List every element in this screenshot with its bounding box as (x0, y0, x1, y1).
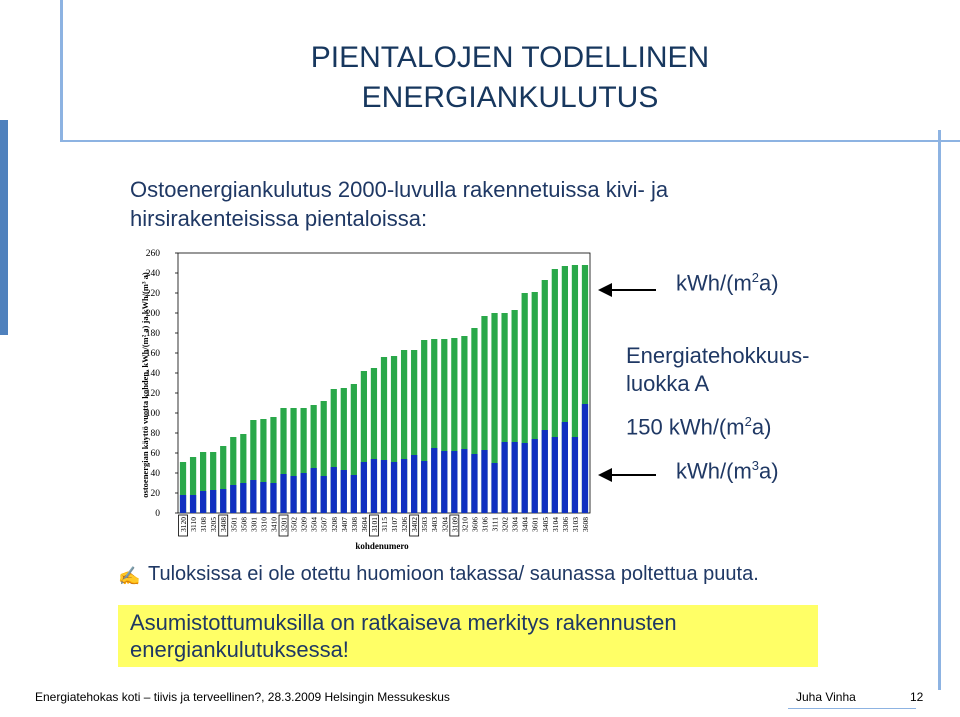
x-tick-label: 3410 (269, 517, 279, 532)
x-tick-label: 3201 (279, 517, 289, 532)
x-axis-label: kohdenumero (355, 541, 409, 551)
bar-blue (321, 476, 327, 513)
y-tick-label: 160 (145, 349, 160, 359)
x-tick-label: 3120 (179, 517, 189, 532)
bar-blue (220, 489, 226, 513)
note-text: Tuloksissa ei ole otettu huomioon takassa/ saunassa poltettua puuta. (148, 563, 759, 585)
pen-bullet-icon: ✍ (118, 566, 141, 586)
bar-blue (582, 404, 588, 513)
bar-blue (481, 450, 487, 513)
highlight-text: Asumistottumuksilla on ratkaiseva merkitys rakennusten energiankulutuksessa! (130, 610, 677, 662)
bar-blue (562, 422, 568, 513)
bar-blue (300, 473, 306, 513)
y-tick-label: 120 (145, 389, 160, 399)
x-tick-label: 3608 (580, 517, 590, 532)
footer-author: Juha Vinha (796, 690, 856, 704)
energy-bar-chart (120, 245, 600, 555)
bar-blue (180, 495, 186, 513)
bar-blue (391, 462, 397, 513)
unit-top: kWh/$(m^2a)$ (676, 270, 779, 296)
arrow-bottom (598, 465, 658, 490)
bar-blue (512, 442, 518, 513)
x-tick-label: 3310 (259, 517, 269, 532)
y-tick-label: 220 (145, 289, 160, 299)
x-tick-label: 3111 (490, 517, 500, 532)
bar-blue (431, 448, 437, 513)
bar-blue (260, 482, 266, 513)
bar-blue (451, 451, 457, 513)
x-tick-label: 3606 (470, 517, 480, 532)
bar-blue (200, 491, 206, 513)
footer-page: 12 (910, 690, 924, 704)
bar-blue (210, 490, 216, 513)
left-accent-bar (0, 120, 8, 335)
bar-blue (542, 430, 548, 513)
x-tick-label: 3301 (249, 517, 259, 532)
x-tick-label: 3107 (390, 517, 400, 532)
bar-blue (311, 468, 317, 513)
x-tick-label: 3404 (520, 517, 530, 532)
x-tick-label: 3106 (480, 517, 490, 532)
x-tick-label: 3115 (380, 517, 389, 532)
x-tick-label: 3108 (199, 517, 209, 532)
y-tick-label: 260 (145, 249, 160, 259)
x-tick-label: 3110 (189, 517, 199, 532)
x-tick-label: 3407 (339, 517, 349, 532)
y-tick-label: 80 (150, 429, 160, 439)
bar-blue (190, 495, 196, 513)
bar-blue (240, 483, 246, 513)
y-axis-label: ostoenergian käyttö vuotta kohden, kWh/(m² a) ja kWh/(m³ a) (140, 272, 150, 498)
x-tick-label: 3205 (209, 517, 219, 532)
x-tick-label: 3402 (410, 517, 420, 532)
x-tick-label: 3306 (560, 517, 570, 532)
bar-blue (471, 454, 477, 513)
bar-blue (270, 483, 276, 513)
y-tick-label: 180 (145, 329, 160, 339)
bar-blue (411, 455, 417, 513)
right-accent-line (938, 130, 941, 690)
bar-blue (290, 476, 296, 513)
x-tick-label: 3403 (430, 517, 440, 532)
x-tick-label: 3502 (289, 517, 299, 532)
footer-event: Energiatehokas koti – tiivis ja terveellinen?, 28.3.2009 Helsingin Messukeskus (35, 690, 450, 704)
y-tick-label: 140 (145, 369, 160, 379)
x-tick-label: 3508 (239, 517, 249, 532)
bar-blue (501, 442, 507, 513)
y-tick-label: 240 (145, 269, 160, 279)
footer-divider (788, 708, 916, 709)
bar-blue (280, 474, 286, 513)
bar-blue (522, 443, 528, 513)
x-tick-label: 3308 (349, 517, 359, 532)
x-tick-label: 3206 (400, 517, 410, 532)
x-tick-label: 3103 (570, 517, 580, 532)
x-tick-label: 3504 (309, 517, 319, 532)
x-tick-label: 3501 (229, 517, 239, 532)
x-tick-label: 3202 (500, 517, 510, 532)
y-tick-label: 60 (150, 449, 160, 459)
y-tick-label: 100 (145, 409, 160, 419)
bar-blue (421, 461, 427, 513)
y-tick-label: 0 (155, 509, 160, 519)
unit-bottom: kWh/$(m^3a)$ (676, 458, 779, 484)
x-tick-label: 3208 (329, 517, 339, 532)
header-divider (60, 140, 960, 142)
y-tick-label: 200 (145, 309, 160, 319)
x-tick-label: 3601 (530, 517, 540, 532)
bar-blue (532, 439, 538, 513)
bar-blue (441, 451, 447, 513)
x-tick-label: 3604 (359, 517, 369, 532)
bar-blue (371, 459, 377, 513)
y-tick-label: 20 (150, 489, 160, 499)
x-tick-label: 3104 (550, 517, 560, 532)
bar-blue (250, 480, 256, 513)
bar-blue (552, 437, 558, 513)
x-tick-label: 3503 (420, 517, 430, 532)
bar-blue (461, 449, 467, 513)
bar-blue (491, 463, 497, 513)
bar-blue (351, 475, 357, 513)
bar-blue (341, 470, 347, 513)
bar-blue (331, 467, 337, 513)
x-tick-label: 3204 (440, 517, 450, 532)
slide-title: PIENTALOJEN TODELLINEN ENERGIANKULUTUS (310, 41, 710, 114)
x-tick-label: 3507 (319, 517, 329, 532)
x-tick-label: 3408 (219, 517, 229, 532)
x-tick-label: 3209 (299, 517, 309, 532)
energy-class-label: Energiatehokkuus- luokka A 150 kWh/$(m^2a)$ (626, 343, 810, 440)
highlight-box (118, 605, 818, 667)
slide-subtitle: Ostoenergiankulutus 2000-luvulla rakennetuissa kivi- ja hirsirakenteisissa pientaloissa: (130, 177, 669, 231)
x-tick-label: 3405 (540, 517, 550, 532)
top-accent-line (60, 0, 63, 140)
y-tick-label: 40 (150, 469, 160, 479)
x-tick-label: 3210 (460, 517, 470, 532)
bar-blue (381, 460, 387, 513)
bar-blue (361, 462, 367, 513)
x-tick-label: 3109 (450, 517, 460, 532)
bar-blue (230, 485, 236, 513)
x-tick-label: 3304 (510, 517, 520, 532)
arrow-top (598, 280, 658, 305)
x-tick-label: 3101 (369, 517, 379, 532)
bar-blue (401, 459, 407, 513)
bar-blue (572, 437, 578, 513)
